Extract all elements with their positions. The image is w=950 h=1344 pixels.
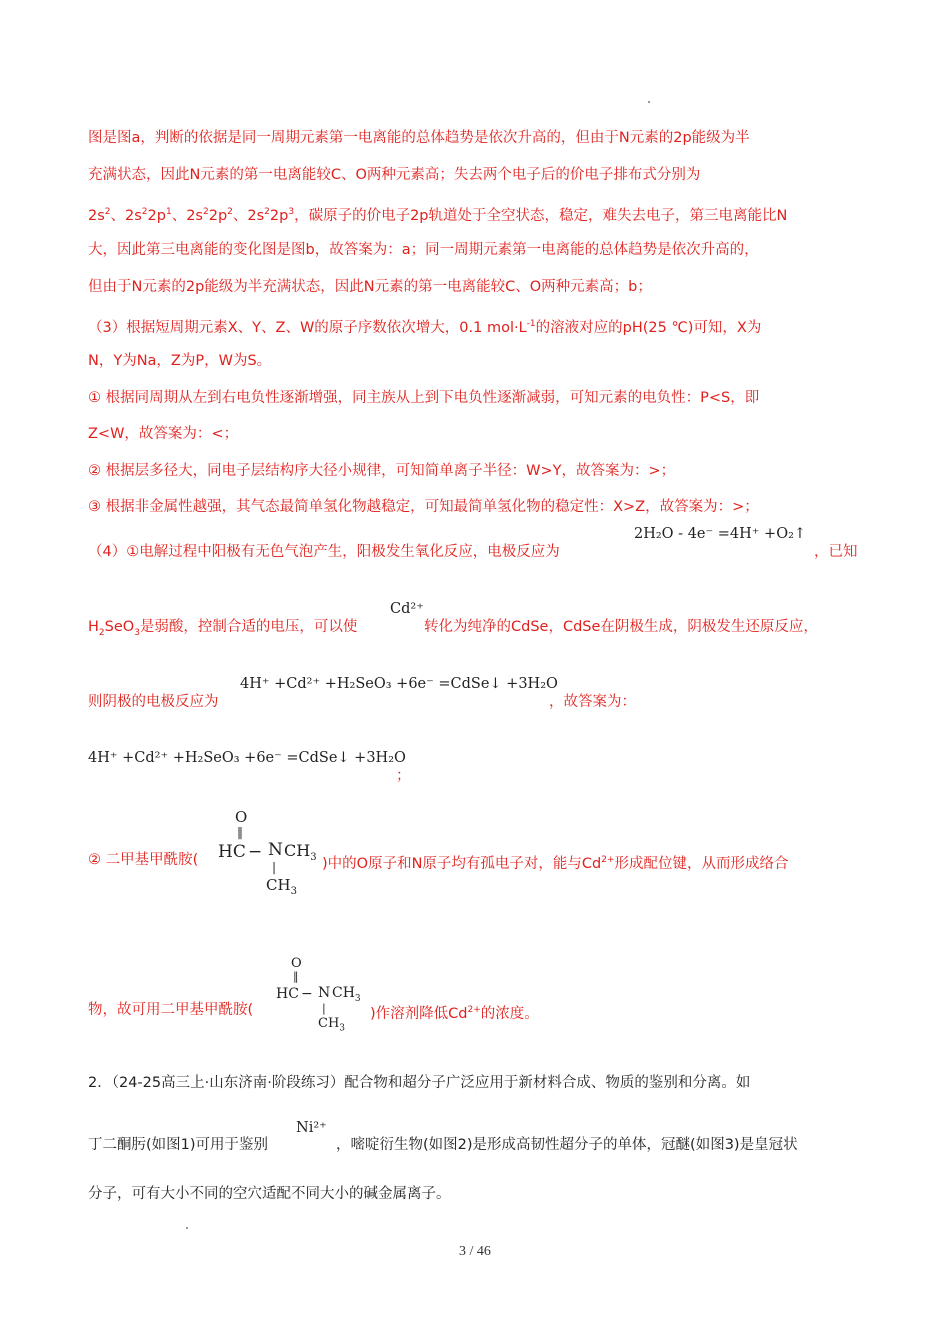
question-2-line: ，嘧啶衍生物(如图2)是形成高韧性超分子的单体，冠醚(如图3)是皇冠状: [336, 1137, 798, 1153]
paragraph-line: )作溶剂降低$Cd^{2+}$的浓度。: [370, 1005, 539, 1022]
paragraph-line: 则阴极的电极反应为: [88, 694, 219, 710]
nickel-ion-formula: Ni²⁺: [296, 1120, 327, 1136]
paragraph-line: 充满状态，因此N元素的第一电离能较C、O两种元素高；失去两个电子后的价电子排布式分别为: [88, 167, 701, 183]
dmf-structure: O ‖ HC − N $CH_3$ | $CH_3$: [276, 956, 361, 1034]
cathode-equation: 4H⁺ +Cd²⁺ +H₂SeO₃ +6e⁻ =CdSe↓ +3H₂O: [240, 676, 558, 692]
question-2-line: 分子，可有大小不同的空穴适配不同大小的碱金属离子。: [88, 1186, 451, 1202]
paragraph-line: 物，故可用二甲基甲酰胺(: [88, 1002, 254, 1018]
scan-dot: [648, 101, 650, 103]
paragraph-line: )中的O原子和N原子均有孤电子对，能与$Cd^{2+}$形成配位键，从而形成络合: [322, 855, 789, 872]
cadmium-ion-formula: Cd²⁺: [390, 601, 424, 617]
anode-equation: 2H₂O - 4e⁻ =4H⁺ +O₂↑: [634, 526, 807, 542]
paragraph-line: （3）根据短周期元素X、Y、Z、W的原子序数依次增大，0.1 $mol\cdot L^{-1}$的溶液对应的pH(25 ℃)可知，X为: [88, 319, 762, 336]
paragraph-line: 转化为纯净的CdSe，CdSe在阴极生成，阴极发生还原反应，: [424, 619, 818, 635]
paragraph-line: ② 二甲基甲酰胺(: [88, 852, 199, 868]
paragraph-line: ，已知: [814, 544, 858, 560]
paragraph-line: N，Y为Na，Z为P，W为S。: [88, 353, 272, 369]
paragraph-line: 大，因此第三电离能的变化图是图b，故答案为：a；同一周期元素第一电离能的总体趋势是依次升高的，: [88, 242, 759, 258]
scan-dot: [186, 1227, 188, 1229]
cathode-equation-answer: 4H⁺ +Cd²⁺ +H₂SeO₃ +6e⁻ =CdSe↓ +3H₂O: [88, 750, 406, 766]
paragraph-line: 图是图a，判断的依据是同一周期元素第一电离能的总体趋势是依次升高的，但由于N元素的2p能级为半: [88, 130, 750, 146]
question-2-line: 丁二酮肟(如图1)可用于鉴别: [88, 1137, 269, 1153]
paragraph-line: ③ 根据非金属性越强，其气态最简单氢化物越稳定，可知最简单氢化物的稳定性：X>Z，故答案为：>；: [88, 499, 759, 515]
paragraph-line: ② 根据层多径大，同电子层结构序大径小规律，可知简单离子半径：W>Y，故答案为：>；: [88, 463, 676, 479]
page-number: 3 / 46: [459, 1244, 491, 1259]
paragraph-line: ，故答案为：: [549, 694, 636, 710]
electron-config-line: $2s^2$、$2s^22p^1$、$2s^22p^2$、$2s^22p^3$，碳原子的价电子2p轨道处于全空状态，稳定，难失去电子，第三电离能比N: [88, 207, 788, 224]
semicolon: ；: [396, 768, 411, 784]
dmf-structure: O ‖ HC − N $CH_3$ | $CH_3$: [218, 808, 317, 897]
paragraph-line: ① 根据同周期从左到右电负性逐渐增强，同主族从上到下电负性逐渐减弱，可知元素的电负性：P<S，即: [88, 390, 760, 406]
paragraph-line: 但由于N元素的2p能级为半充满状态，因此N元素的第一电离能较C、O两种元素高；b；: [88, 279, 652, 295]
paragraph-line: Z<W，故答案为：<；: [88, 426, 239, 442]
paragraph-line: （4）①电解过程中阳极有无色气泡产生，阳极发生氧化反应，电极反应为: [88, 544, 560, 560]
question-2-line: 2．（24-25高三上·山东济南·阶段练习）配合物和超分子广泛应用于新材料合成、物质的鉴别和分离。如: [88, 1075, 751, 1091]
paragraph-line: $H_2SeO_3$是弱酸，控制合适的电压，可以使: [88, 619, 358, 638]
